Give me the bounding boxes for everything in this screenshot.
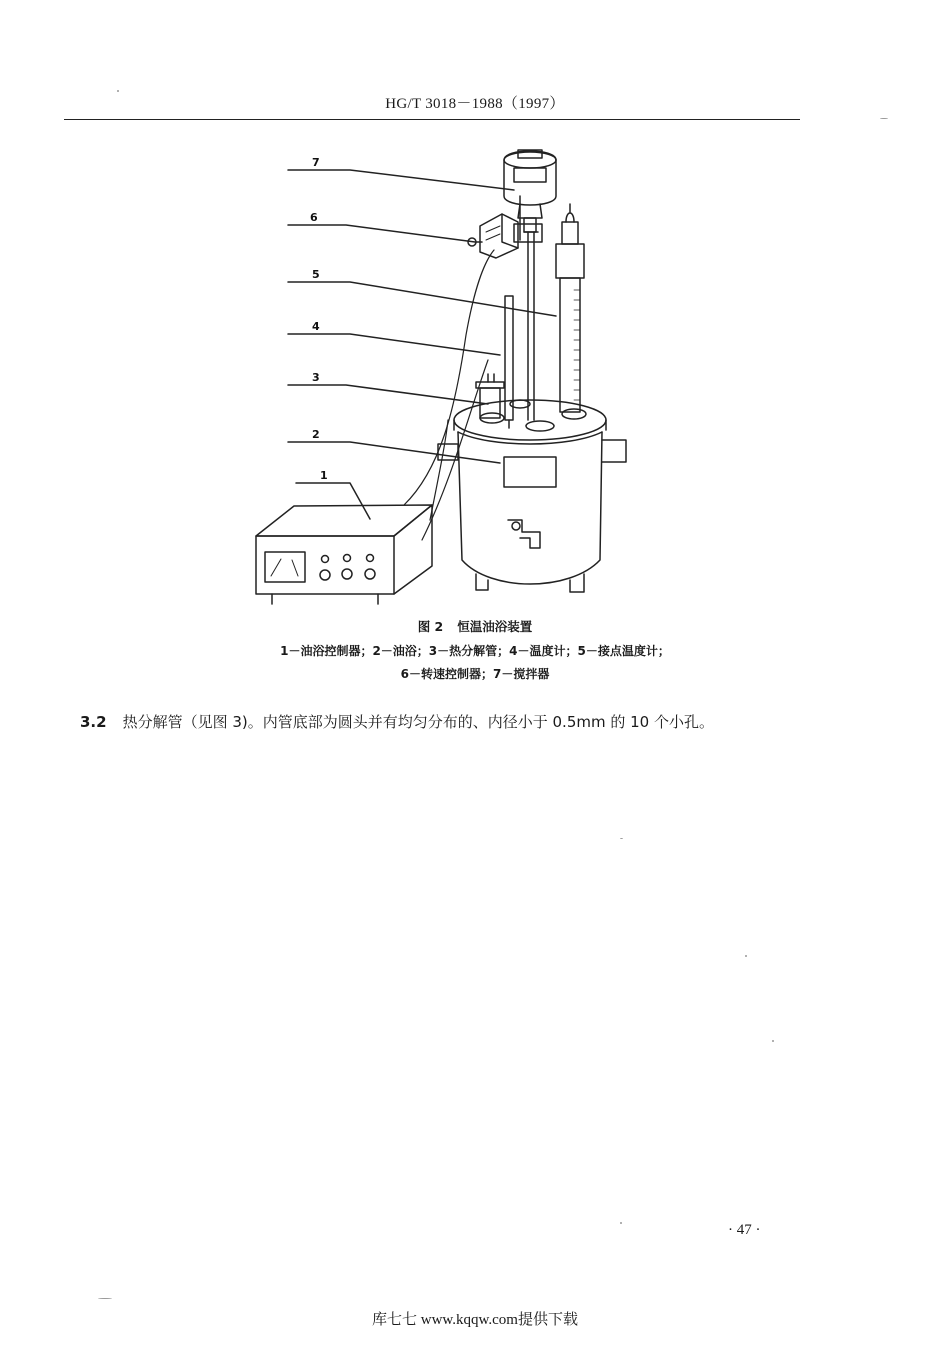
callout-7: 7 — [312, 156, 320, 169]
scan-speck — [98, 1298, 112, 1299]
decomposition-tube — [476, 374, 504, 418]
scan-speck — [745, 955, 747, 957]
oil-bath-vessel — [438, 400, 626, 592]
document-header: HG/T 3018－1988（1997） — [385, 96, 565, 112]
download-footer: 库七七 www.kqqw.com提供下载 — [372, 1312, 578, 1328]
header-rule — [64, 119, 800, 120]
oil-bath-controller — [256, 505, 432, 604]
stirrer-shaft — [524, 232, 538, 420]
figure-legend-line-2: 6－转速控制器；7－搅拌器 — [400, 667, 550, 681]
scan-speck — [117, 90, 119, 92]
callout-2: 2 — [312, 428, 320, 441]
scan-speck — [620, 1222, 622, 1224]
page-number: · 47 · — [728, 1222, 761, 1238]
thermometer — [505, 296, 513, 428]
callout-3: 3 — [312, 371, 320, 384]
callout-4: 4 — [312, 320, 320, 333]
callout-6: 6 — [310, 211, 318, 224]
apparatus-figure — [0, 130, 950, 610]
callout-leaders — [288, 170, 556, 519]
figure-title: 恒温油浴装置 — [457, 619, 533, 634]
section-text: 热分解管（见图 3)。内管底部为圆头并有均匀分布的、内径小于 0.5mm 的 10 个小孔。 — [122, 713, 714, 731]
contact-thermometer — [556, 204, 584, 412]
figure-legend-line-1: 1－油浴控制器；2－油浴；3－热分解管；4－温度计；5－接点温度计； — [280, 644, 670, 658]
section-number: 3.2 — [80, 713, 107, 731]
callout-5: 5 — [312, 268, 320, 281]
scan-speck — [772, 1040, 774, 1042]
section-paragraph — [80, 711, 714, 732]
callout-1: 1 — [320, 469, 328, 482]
scan-speck — [880, 118, 888, 119]
scan-speck — [620, 838, 623, 839]
figure-number: 图 2 — [417, 619, 444, 634]
figure-caption — [0, 617, 950, 635]
